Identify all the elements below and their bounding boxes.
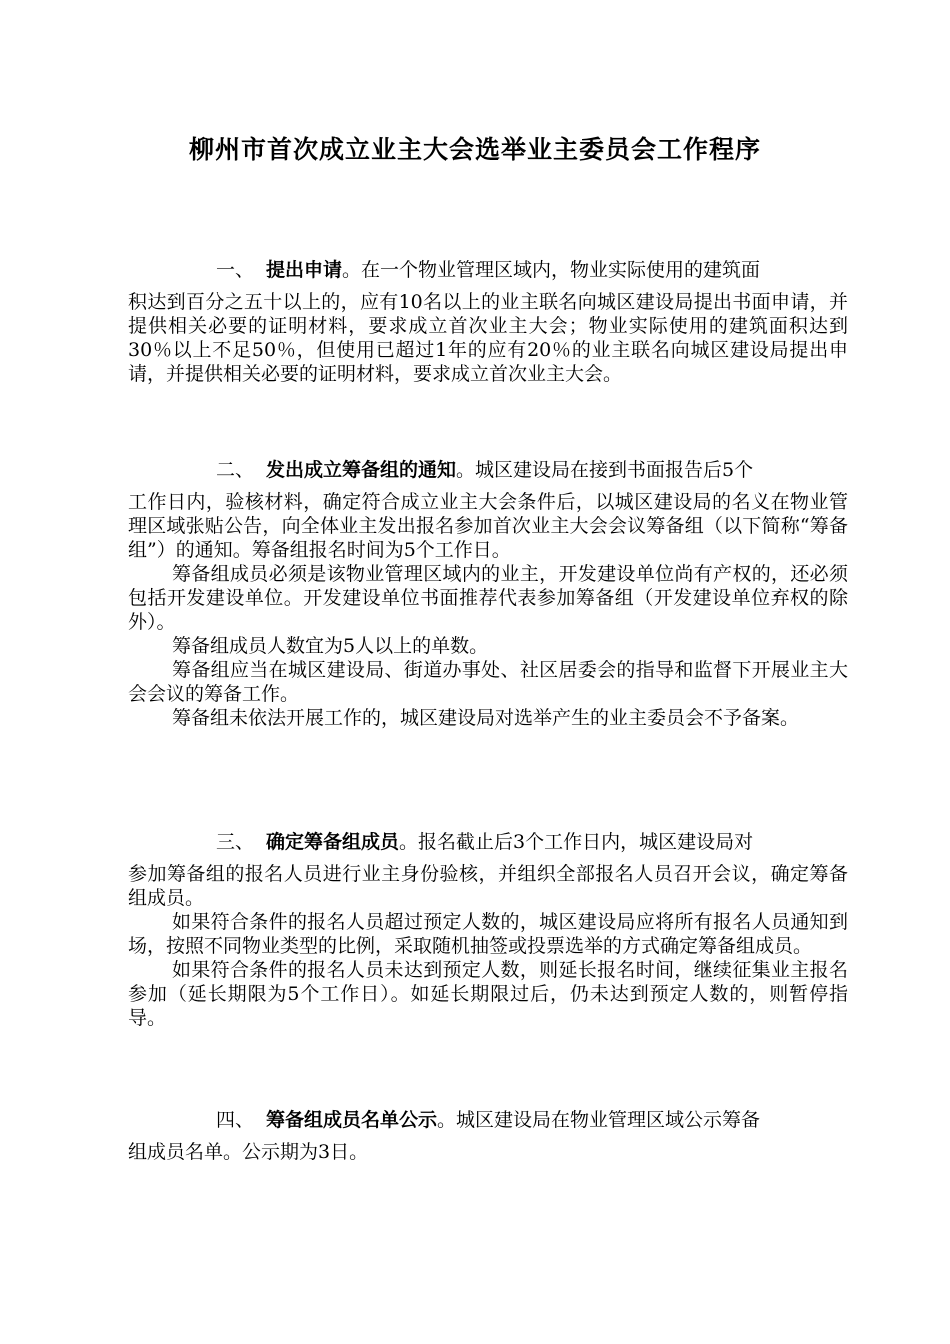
section-first-text: 。城区建设局在接到书面报告后5个 [456, 459, 754, 481]
section-paragraph: 筹备组应当在城区建设局、街道办事处、社区居委会的指导和监督下开展业主大会会议的筹备工作。 [128, 659, 848, 705]
section-first-line [128, 458, 848, 482]
section-member-list-publicity [128, 1108, 848, 1164]
section-first-line [128, 1108, 848, 1132]
section-continuation: 组成员名单。公示期为3日。 [128, 1141, 369, 1163]
section-heading: 提出申请 [266, 259, 343, 281]
section-number: 三、 [216, 831, 255, 853]
section-apply [128, 258, 848, 386]
section-confirm-members [128, 830, 848, 1030]
document-title: 柳州市首次成立业主大会选举业主委员会工作程序 [188, 135, 761, 164]
section-continuation: 积达到百分之五十以上的，应有10名以上的业主联名向城区建设局提出书面申请，并提供相关必要的证明材料，要求成立首次业主大会；物业实际使用的建筑面积达到30％以上不足50％，但使用已超过1年的应有20％的业主联名向城区建设局提出申请，并提供相关必要的证明材料，要求成立首次业主大会。 [128, 291, 848, 385]
section-number: 四、 [216, 1109, 255, 1131]
section-first-text: 。报名截止后3个工作日内，城区建设局对 [399, 831, 754, 853]
section-first-line [128, 830, 848, 854]
section-paragraph: 如果符合条件的报名人员超过预定人数的，城区建设局应将所有报名人员通知到场，按照不同物业类型的比例，采取随机抽签或投票选举的方式确定筹备组成员。 [128, 911, 848, 957]
section-heading: 发出成立筹备组的通知 [266, 459, 457, 481]
section-heading: 确定筹备组成员 [266, 831, 400, 853]
section-heading: 筹备组成员名单公示 [266, 1109, 438, 1131]
section-number: 二、 [216, 459, 255, 481]
section-paragraph: 如果符合条件的报名人员未达到预定人数，则延长报名时间，继续征集业主报名参加（延长期限为5个工作日）。如延长期限过后，仍未达到预定人数的，则暂停指导。 [128, 959, 848, 1029]
section-first-text: 。在一个物业管理区域内，物业实际使用的建筑面 [342, 259, 761, 281]
section-notice [128, 458, 848, 730]
section-paragraph: 筹备组成员人数宜为5人以上的单数。 [172, 635, 489, 657]
section-continuation: 工作日内，验核材料，确定符合成立业主大会条件后，以城区建设局的名义在物业管理区域张贴公告，向全体业主发出报名参加首次业主大会会议筹备组（以下简称“筹备组”）的通知。筹备组报名时间为5个工作日。 [128, 491, 848, 561]
section-first-line [128, 258, 848, 282]
section-paragraph: 筹备组未依法开展工作的，城区建设局对选举产生的业主委员会不予备案。 [172, 707, 800, 729]
section-paragraph: 筹备组成员必须是该物业管理区域内的业主，开发建设单位尚有产权的，还必须包括开发建设单位。开发建设单位书面推荐代表参加筹备组（开发建设单位弃权的除外）。 [128, 563, 848, 633]
section-first-text: 。城区建设局在物业管理区域公示筹备 [437, 1109, 761, 1131]
section-number: 一、 [216, 259, 255, 281]
section-continuation: 参加筹备组的报名人员进行业主身份验核，并组织全部报名人员召开会议，确定筹备组成员。 [128, 863, 848, 909]
